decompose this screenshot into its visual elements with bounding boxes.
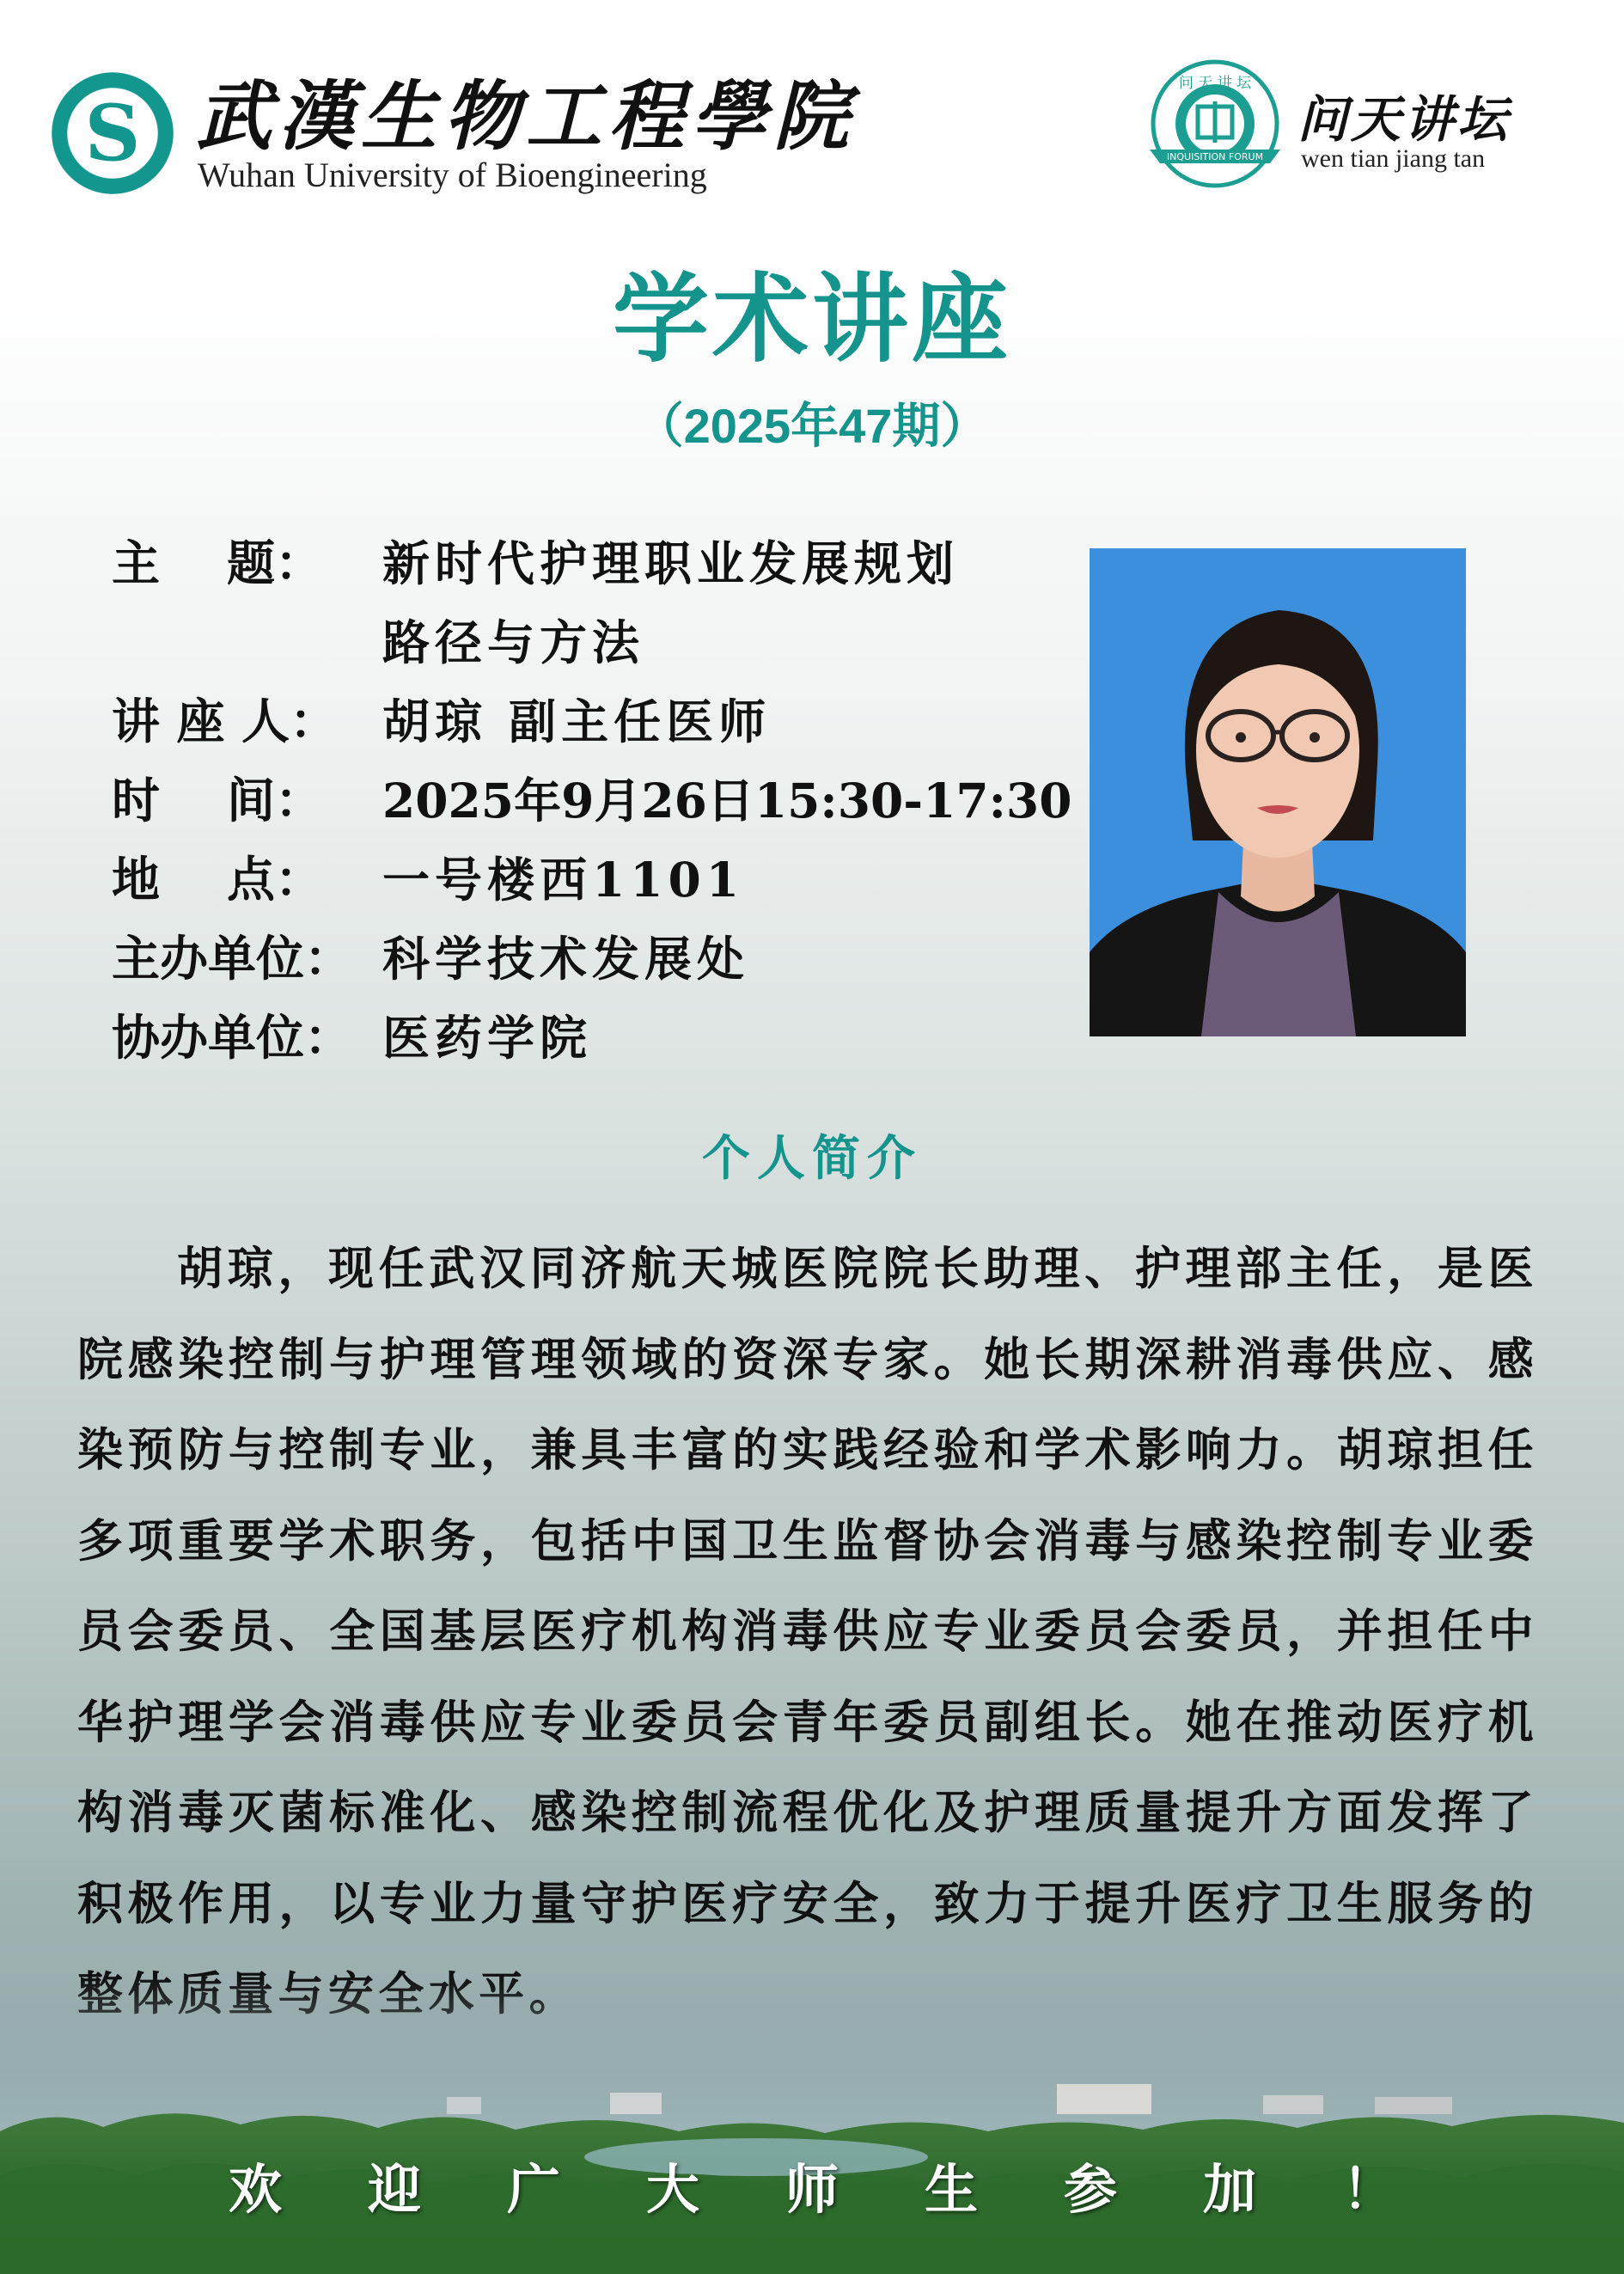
topic-value-line2: 路径与方法 — [382, 614, 645, 670]
co-organizer-row — [112, 1000, 592, 1069]
university-seal-icon: S — [52, 72, 174, 194]
topic-label: 主 题： — [112, 536, 323, 592]
co-organizer-label: 协办单位： — [112, 1011, 352, 1067]
campus-landscape-image — [0, 1977, 1624, 2274]
organizer-value: 科学技术发展处 — [382, 931, 750, 987]
co-organizer-value: 医药学院 — [382, 1010, 593, 1066]
organizer-row — [112, 921, 749, 990]
university-name-cn: 武漢生物工程學院 — [196, 71, 857, 161]
time-label: 时 间： — [112, 773, 323, 829]
location-row — [112, 842, 744, 911]
forum-name-en: wen tian jiang tan — [1301, 144, 1486, 173]
forum-name-cn: 问天讲坛 — [1297, 90, 1511, 149]
page-title: 学术讲座 — [613, 264, 1011, 376]
issue-number: （2025年47期） — [635, 399, 989, 453]
university-name-en: Wuhan University of Bioengineering — [198, 156, 707, 194]
forum-logo-bottom-text: INQUISITION FORUM — [1166, 151, 1264, 162]
topic-row — [112, 526, 959, 595]
speaker-value: 胡琼 副主任医师 — [382, 694, 772, 749]
topic-value-line1: 新时代护理职业发展规划 — [382, 535, 960, 591]
topic-row-2 — [112, 605, 644, 674]
forum-seal-icon — [1141, 57, 1289, 194]
speaker-row — [112, 684, 771, 753]
location-value: 一号楼西1101 — [382, 852, 745, 908]
profile-text: 胡琼，现任武汉同济航天城医院院长助理、护理部主任，是医院感染控制与护理管理领域的资深专家。她长期深耕消毒供应、感染预防与控制专业，兼具丰富的实践经验和学术影响力。胡琼担任多项重要学术职务，包括中国卫生监督协会消毒与感染控制专业委员会委员、全国基层医疗机构消毒供应专业委员会委员，并担任中华护理学会消毒供应专业委员会青年委员副组长。她在推动医疗机构消毒灭菌标准化、感染控制流程优化及护理质量提升方面发挥了积极作用，以专业力量守护医疗安全，致力于提升医疗卫生服务的 — [77, 1242, 1538, 1930]
time-row — [112, 763, 1071, 832]
forum-logo-top-text: 问 天 讲 坛 — [1178, 75, 1252, 92]
speaker-photo — [1090, 548, 1466, 1036]
profile-heading: 个人简介 — [702, 1131, 922, 1187]
organizer-label: 主办单位： — [112, 932, 352, 987]
time-value: 2025年9月26日15:30-17:30 — [382, 773, 1072, 828]
welcome-message: 欢迎广大师生参加！ — [228, 2158, 1481, 2221]
location-label: 地 点： — [112, 853, 323, 908]
speaker-label: 讲 座 人： — [112, 694, 338, 750]
